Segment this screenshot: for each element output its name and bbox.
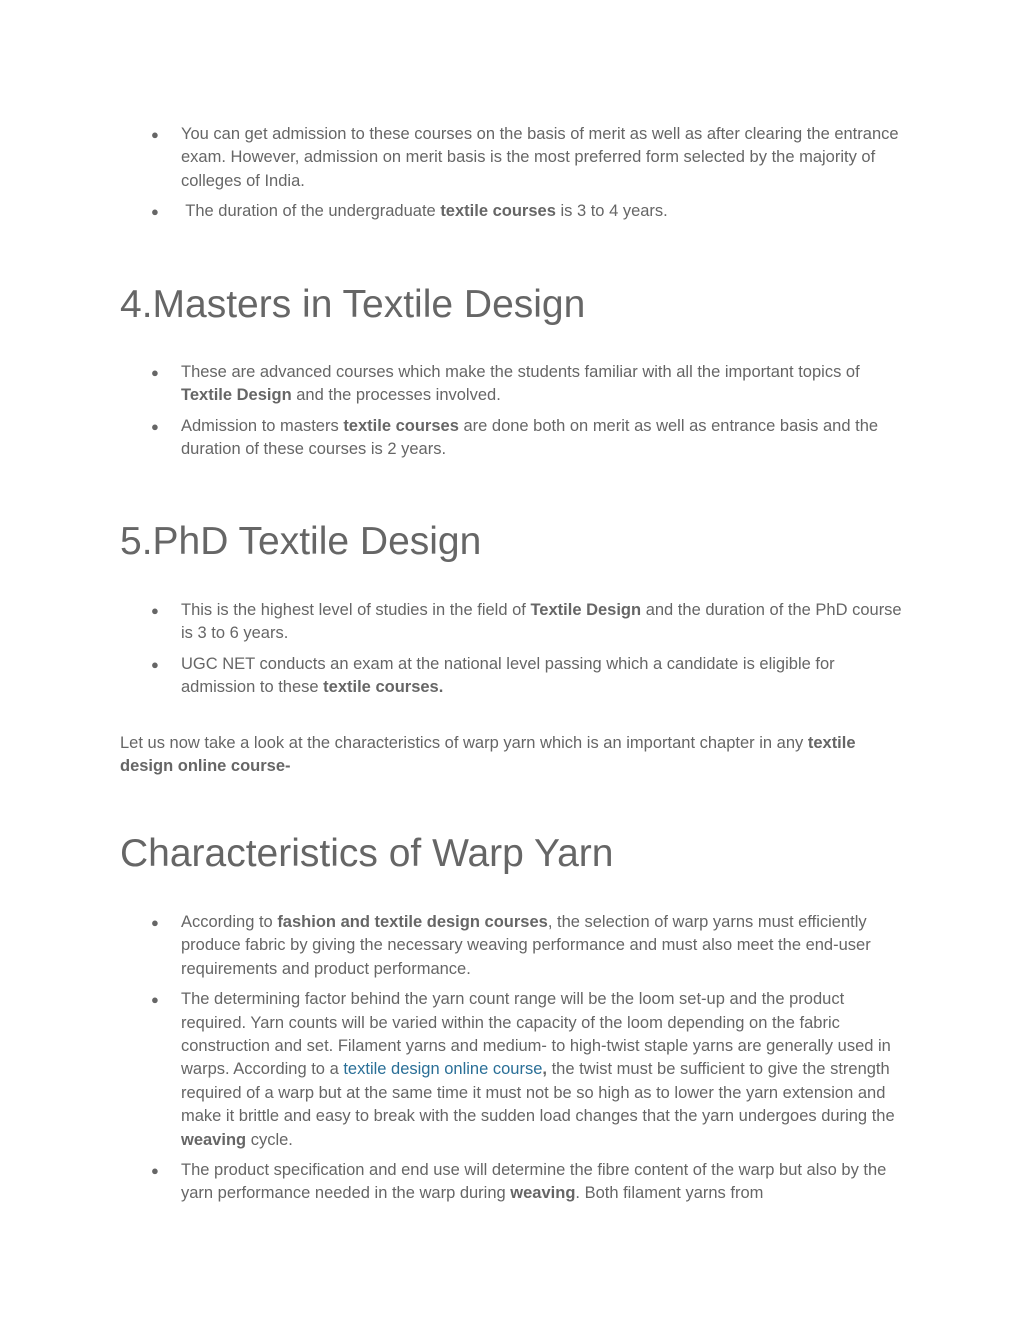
- intro-list: [120, 123, 910, 231]
- list-item: ● Admission to masters textile courses are done both on merit as well as entrance basis and the duration of these courses is 2 years.: [120, 415, 910, 462]
- masters-list: [120, 361, 910, 469]
- section-heading-phd: 5.PhD Textile Design: [120, 520, 482, 563]
- list-item: ● This is the highest level of studies in the field of Textile Design and the duration of the PhD course is 3 to 6 years.: [120, 599, 910, 646]
- section-heading-masters: 4.Masters in Textile Design: [120, 283, 586, 326]
- section-heading-warp-yarn: Characteristics of Warp Yarn: [120, 832, 614, 875]
- warp-list: [120, 911, 910, 1213]
- list-item: ● The product specification and end use will determine the fibre content of the warp but also by the yarn performance needed in the warp during weaving. Both filament yarns from: [120, 1159, 910, 1206]
- transition-paragraph: Let us now take a look at the characteristics of warp yarn which is an important chapter in any textile design online course-: [120, 734, 856, 776]
- list-item: ● According to fashion and textile design courses, the selection of warp yarns must efficiently produce fabric by giving the necessary weaving performance and must also meet the end-user requirements and product performance.: [120, 911, 910, 981]
- phd-list: [120, 599, 910, 707]
- list-item: ● The duration of the undergraduate textile courses is 3 to 4 years.: [120, 200, 910, 223]
- textile-design-online-course-link[interactable]: textile design online course: [343, 1060, 543, 1079]
- list-item: ● You can get admission to these courses on the basis of merit as well as after clearing the entrance exam. However, admission on merit basis is the most preferred form selected by the majority of colleges of India.: [120, 123, 910, 193]
- list-item: ● These are advanced courses which make the students familiar with all the important topics of Textile Design and the processes involved.: [120, 361, 910, 408]
- list-item: ● UGC NET conducts an exam at the national level passing which a candidate is eligible for admission to these textile courses.: [120, 653, 910, 700]
- list-item: ● The determining factor behind the yarn count range will be the loom set-up and the product required. Yarn counts will be varied within the capacity of the loom depending on the fabric construction and set. Filament yarns and medium- to high-twist staple yarns are generally used in warps. According to a textile design online course, the twist must be sufficient to give the strength required of a warp but at the same time it must not be so high as to lower the yarn extension and make it brittle and easy to break with the sudden load changes that the yarn undergoes during the weaving cycle.: [120, 988, 910, 1152]
